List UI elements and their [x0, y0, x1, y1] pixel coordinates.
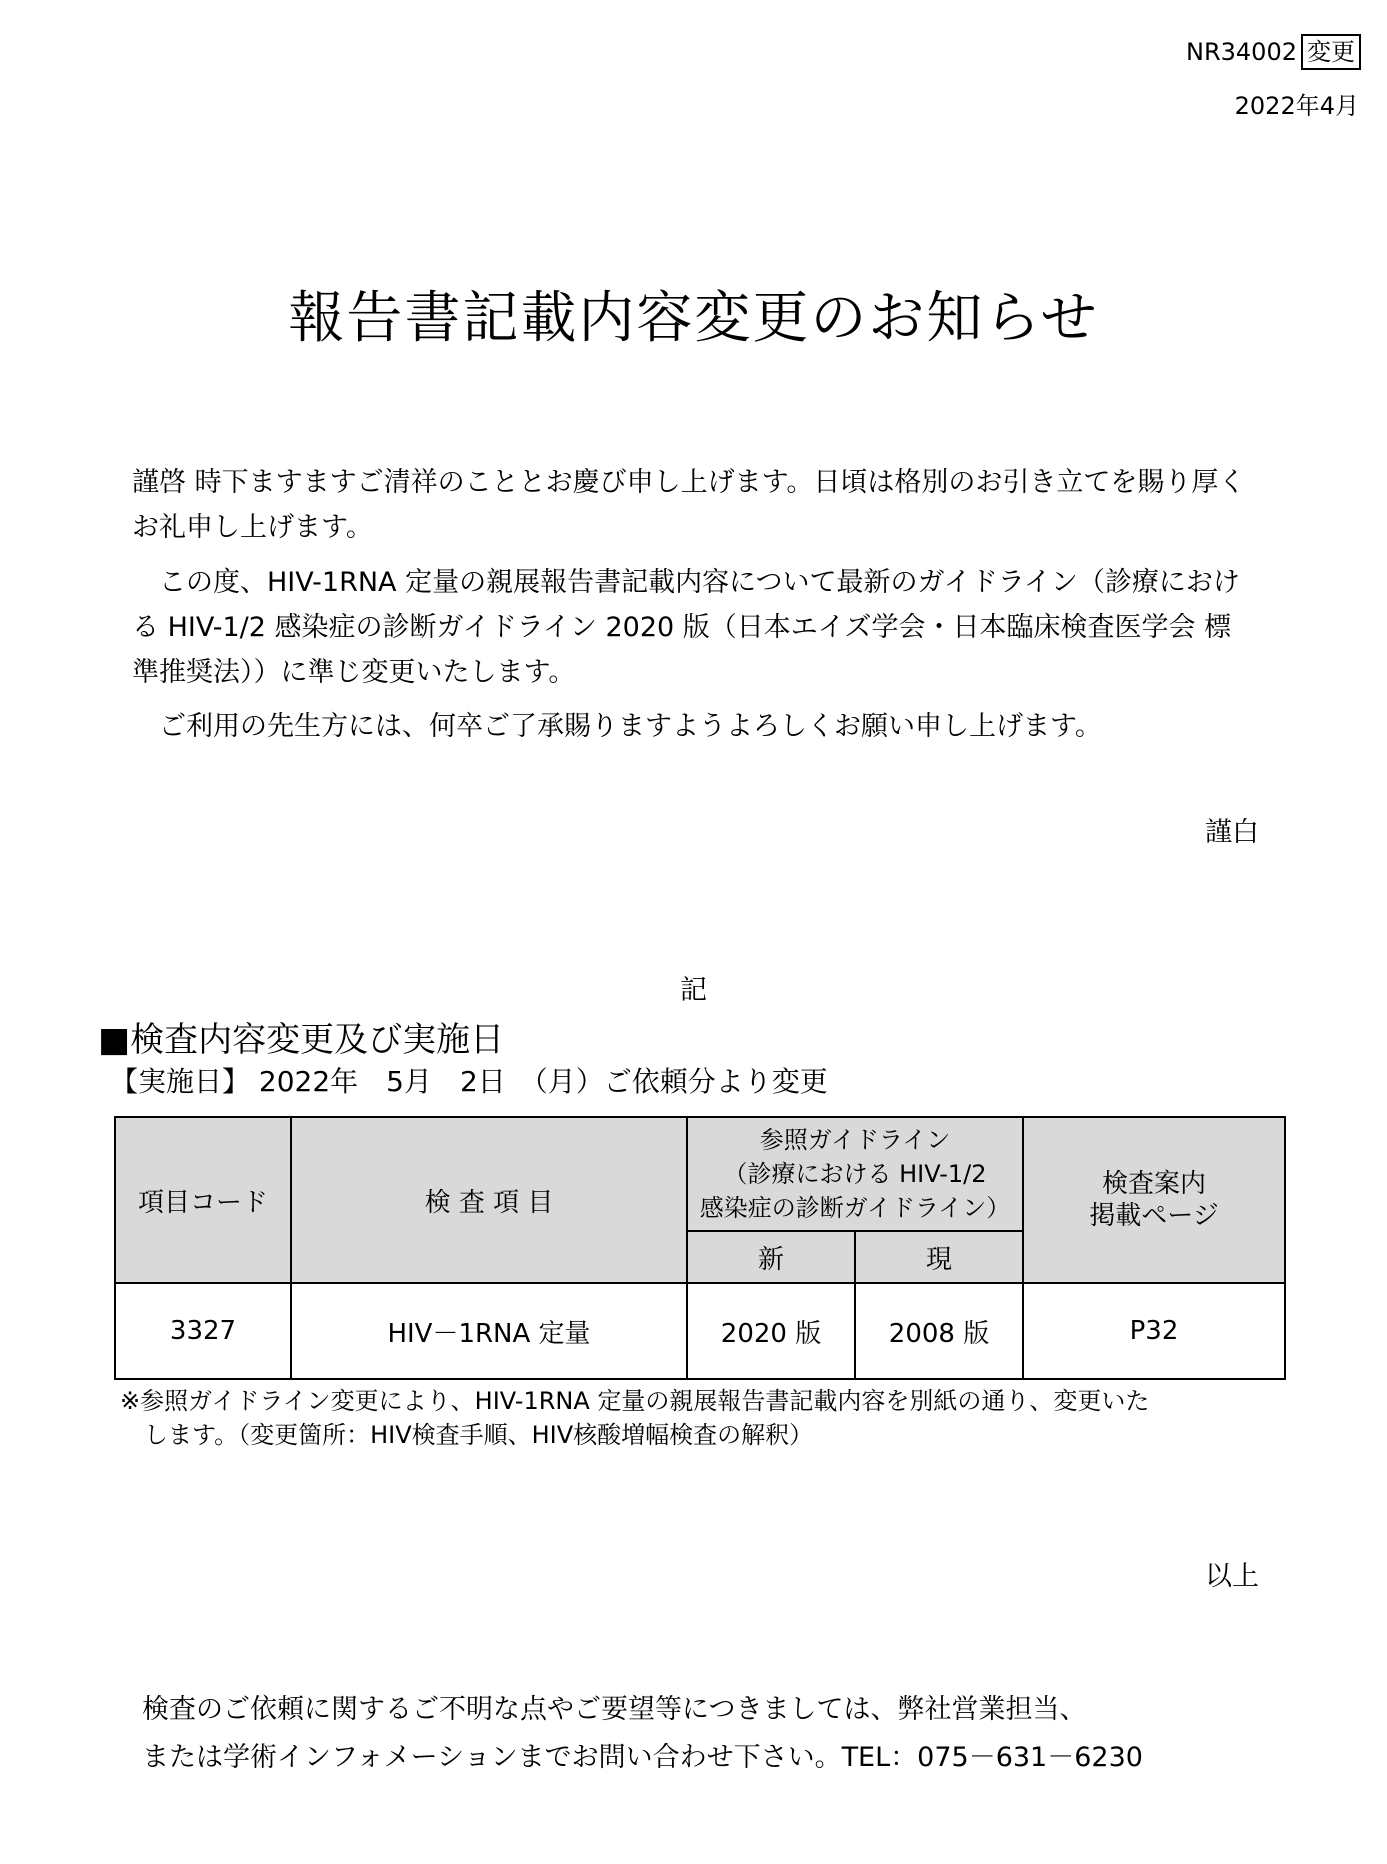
cell-new: 2020 版 — [687, 1283, 855, 1379]
closing-word: 謹白 — [1205, 817, 1259, 848]
table-row — [115, 1283, 1285, 1379]
header-current: 現 — [855, 1231, 1023, 1283]
header-item: 検 査 項 目 — [291, 1117, 687, 1283]
header-guideline-line1: 参照ガイドライン — [759, 1126, 951, 1154]
header-new: 新 — [687, 1231, 855, 1283]
table-header-row — [115, 1117, 1285, 1231]
table-note — [120, 1384, 1270, 1452]
implementation-date: 【実施日】 2022年 5月 2日 （月）ご依頼分より変更 — [110, 1065, 828, 1098]
document-code — [1186, 34, 1361, 70]
header-page-line1: 検査案内 — [1101, 1169, 1206, 1199]
request-paragraph: ご利用の先生方には、何卒ご了承賜りますようよろしくお願い申し上げます。 — [132, 711, 1102, 742]
issue-date: 2022年4月 — [1234, 92, 1359, 120]
note-line1: ※参照ガイドライン変更により、HIV-1RNA 定量の親展報告書記載内容を別紙の通り、変更いた — [120, 1387, 1150, 1415]
greeting-paragraph: 謹啓 時下ますますご清祥のこととお慶び申し上げます。日頃は格別のお引き立てを賜り厚くお礼申し上げます。 — [132, 467, 1246, 543]
header-page — [1023, 1117, 1285, 1283]
change-badge: 変更 — [1301, 34, 1361, 70]
header-guideline-line3: 感染症の診断ガイドライン） — [699, 1194, 1011, 1222]
cell-item: HIV－1RNA 定量 — [291, 1283, 687, 1379]
cell-code: 3327 — [115, 1283, 291, 1379]
header-page-line2: 掲載ページ — [1089, 1201, 1219, 1231]
ki-heading: 記 — [680, 975, 707, 1006]
change-table — [114, 1116, 1286, 1380]
header-guideline — [687, 1117, 1023, 1231]
cell-current: 2008 版 — [855, 1283, 1023, 1379]
contact-line1: 検査のご依頼に関するご不明な点やご要望等につきましては、弊社営業担当、 — [142, 1694, 1087, 1725]
note-line2: します。（変更箇所：HIV検査手順、HIV核酸増幅検査の解釈） — [144, 1421, 814, 1449]
notice-paragraph: この度、HIV-1RNA 定量の親展報告書記載内容について最新のガイドライン（診療における HIV-1/2 感染症の診断ガイドライン 2020 版（日本エイズ学会・日本臨床検査医学会 標準推奨法））に準じ変更いたします。 — [132, 567, 1240, 688]
header-code: 項目コード — [115, 1117, 291, 1283]
end-mark: 以上 — [1205, 1561, 1259, 1592]
section-title: ■検査内容変更及び実施日 — [98, 1020, 505, 1060]
cell-page: P32 — [1023, 1283, 1285, 1379]
page-title: 報告書記載内容変更のお知らせ — [288, 286, 1099, 351]
contact-info — [142, 1686, 1302, 1782]
document-number: NR34002 — [1186, 38, 1297, 66]
contact-line2: または学術インフォメーションまでお問い合わせ下さい。TEL：075－631－6230 — [142, 1742, 1143, 1773]
header-guideline-line2: （診療における HIV-1/2 — [723, 1160, 987, 1188]
